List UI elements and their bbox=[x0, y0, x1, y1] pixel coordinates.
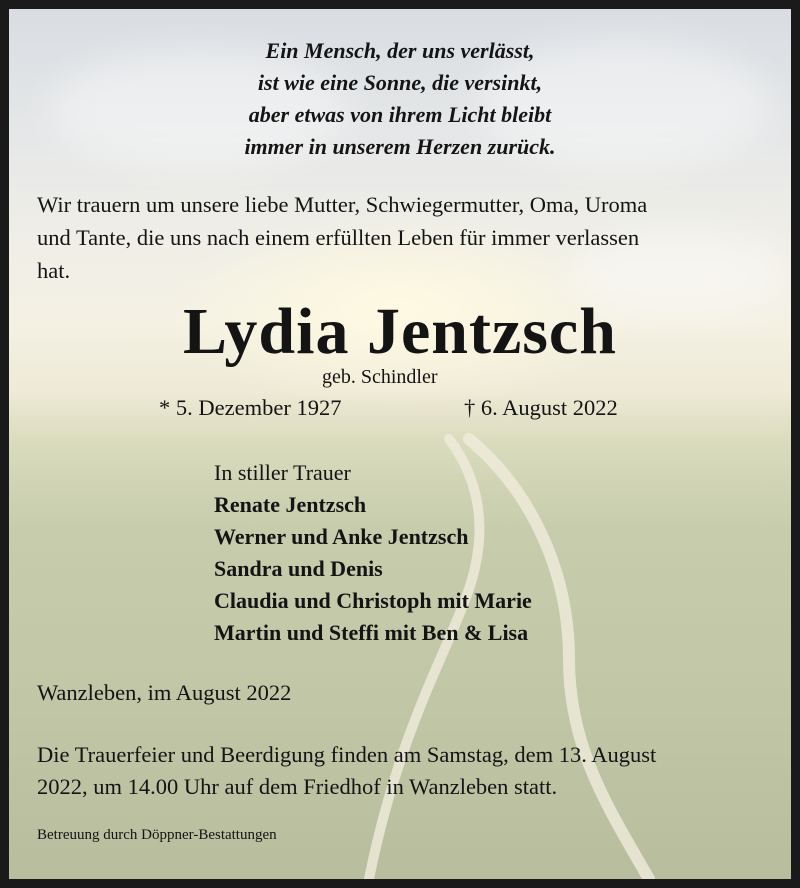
undertaker-note: Betreuung durch Döppner-Bestattungen bbox=[37, 827, 277, 843]
mourners-heading: In stiller Trauer bbox=[214, 460, 351, 485]
funeral-info-line: Die Trauerfeier und Beerdigung finden am Samstag, dem 13. August bbox=[37, 742, 657, 767]
maiden-name: geb. Schindler bbox=[322, 366, 438, 388]
poem-line: ist wie eine Sonne, die versinkt, bbox=[257, 70, 543, 95]
death-date: † 6. August 2022 bbox=[464, 395, 618, 420]
deceased-name: Lydia Jentzsch bbox=[183, 295, 617, 368]
poem-line: Ein Mensch, der uns verlässt, bbox=[265, 38, 535, 63]
mourner-name: Claudia und Christoph mit Marie bbox=[214, 588, 532, 613]
birth-date: * 5. Dezember 1927 bbox=[159, 395, 342, 420]
mourner-name: Martin und Steffi mit Ben & Lisa bbox=[214, 620, 529, 645]
intro-line: Wir trauern um unsere liebe Mutter, Schwiegermutter, Oma, Uroma bbox=[37, 192, 648, 217]
intro-line: hat. bbox=[37, 258, 71, 283]
mourner-name: Renate Jentzsch bbox=[214, 492, 367, 517]
obituary-card bbox=[9, 9, 791, 879]
mourner-name: Sandra und Denis bbox=[214, 556, 383, 581]
funeral-info-line: 2022, um 14.00 Uhr auf dem Friedhof in Wanzleben statt. bbox=[37, 774, 558, 799]
poem-line: immer in unserem Herzen zurück. bbox=[244, 134, 556, 159]
mourner-name: Werner und Anke Jentzsch bbox=[214, 524, 469, 549]
intro-line: und Tante, die uns nach einem erfüllten Leben für immer verlassen bbox=[37, 225, 640, 250]
place-date: Wanzleben, im August 2022 bbox=[37, 680, 292, 705]
poem-line: aber etwas von ihrem Licht bleibt bbox=[248, 102, 552, 127]
